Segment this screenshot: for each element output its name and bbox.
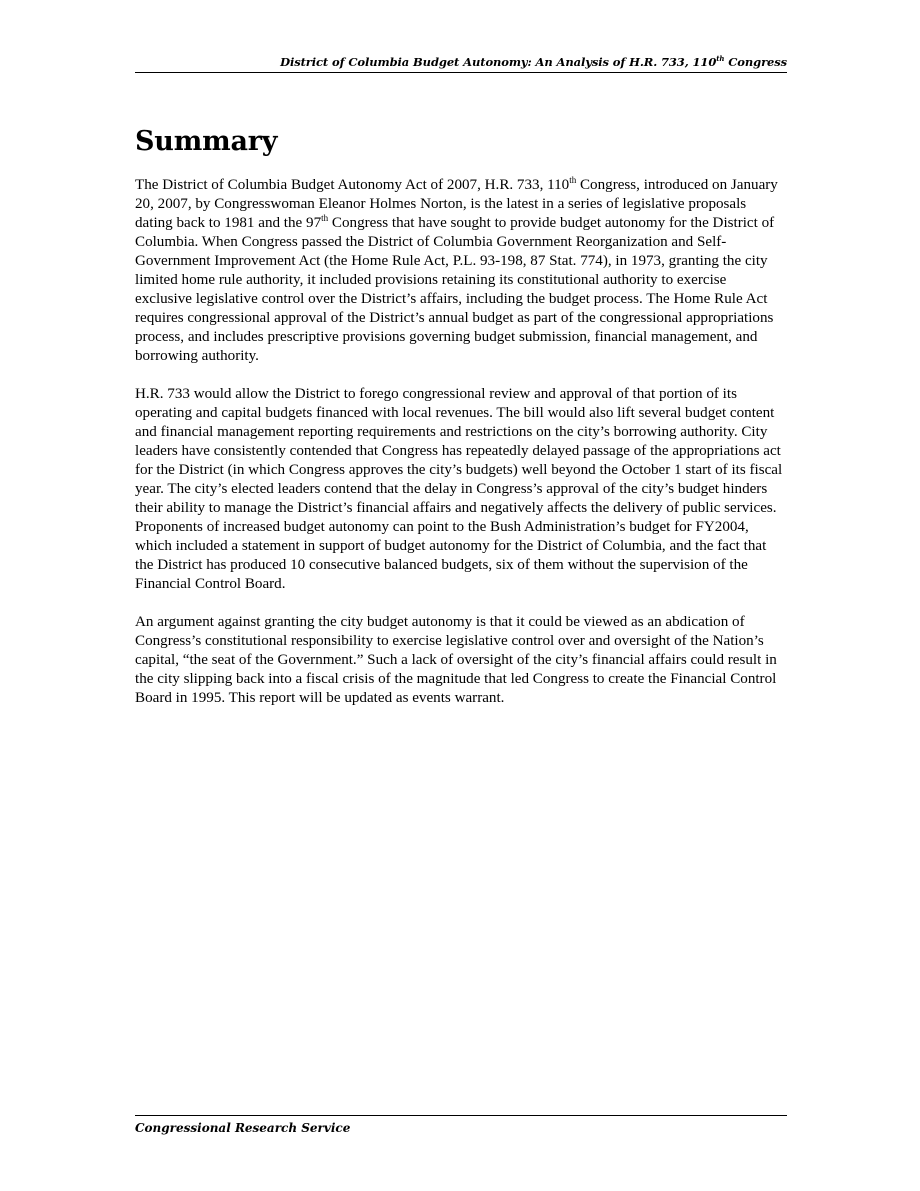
paragraph-1-ordinal-a: th xyxy=(569,174,577,185)
paragraph-1-text-b: Congress, introduced on January 20, 2007, by Congresswoman Eleanor Holmes Norton, is the latest in a series of legislative proposals dating back to 1981 and the 97 xyxy=(135,177,778,231)
summary-paragraph-1 xyxy=(135,176,787,366)
running-footer: Congressional Research Service xyxy=(135,1121,351,1135)
footer-divider xyxy=(135,1115,787,1116)
paragraph-1-text-a: The District of Columbia Budget Autonomy Act of 2007, H.R. 733, 110 xyxy=(135,177,570,193)
running-header xyxy=(135,54,787,73)
summary-body xyxy=(135,176,787,727)
section-heading: Summary xyxy=(135,126,278,157)
summary-paragraph-3: An argument against granting the city budget autonomy is that it could be viewed as an abdication of Congress’s constitutional responsibility to exercise legislative control over and oversight of the Nation’s capital, “the seat of the Government.” Such a lack of oversight of the city’s financial affairs could result in the city slipping back into a fiscal crisis of the magnitude that led Congress to create the Financial Control Board in 1995. This report will be updated as events warrant. xyxy=(135,614,777,706)
running-header-ordinal: th xyxy=(716,54,725,64)
running-header-title: District of Columbia Budget Autonomy: An Analysis of H.R. 733, 110 xyxy=(280,55,717,69)
summary-paragraph-2: H.R. 733 would allow the District to forego congressional review and approval of that portion of its operating and capital budgets financed with local revenues. The bill would also lift several budget content and financial management reporting requirements and restrictions on the city’s borrowing authority. City leaders have consistently contended that Congress has repeatedly delayed passage of the appropriations act for the District (in which Congress approves the city’s budgets) well beyond the October 1 start of its fiscal year. The city’s elected leaders contend that the delay in Congress’s approval of the city’s budget hinders their ability to manage the District’s financial affairs and negatively affects the delivery of public services. Proponents of increased budget autonomy can point to the Bush Administration’s budget for FY2004, which included a statement in support of budget autonomy for the District of Columbia, and the fact that the District has produced 10 consecutive balanced budgets, six of them without the supervision of the Financial Control Board. xyxy=(135,386,783,592)
paragraph-1-ordinal-b: th xyxy=(321,212,329,223)
paragraph-1-text-c: Congress that have sought to provide budget autonomy for the District of Columbia. When Congress passed the District of Columbia Government Reorganization and Self-Government Improvement Act (the Home Rule Act, P.L. 93-198, 87 Stat. 774), in 1973, granting the city limited home rule authority, it included provisions retaining its constitutional authority to exercise exclusive legislative control over the District’s affairs, including the budget process. The Home Rule Act requires congressional approval of the District’s annual budget as part of the congressional appropriations process, and includes prescriptive provisions governing budget submission, financial management, and borrowing authority. xyxy=(135,215,775,364)
running-header-title-end: Congress xyxy=(724,55,787,69)
